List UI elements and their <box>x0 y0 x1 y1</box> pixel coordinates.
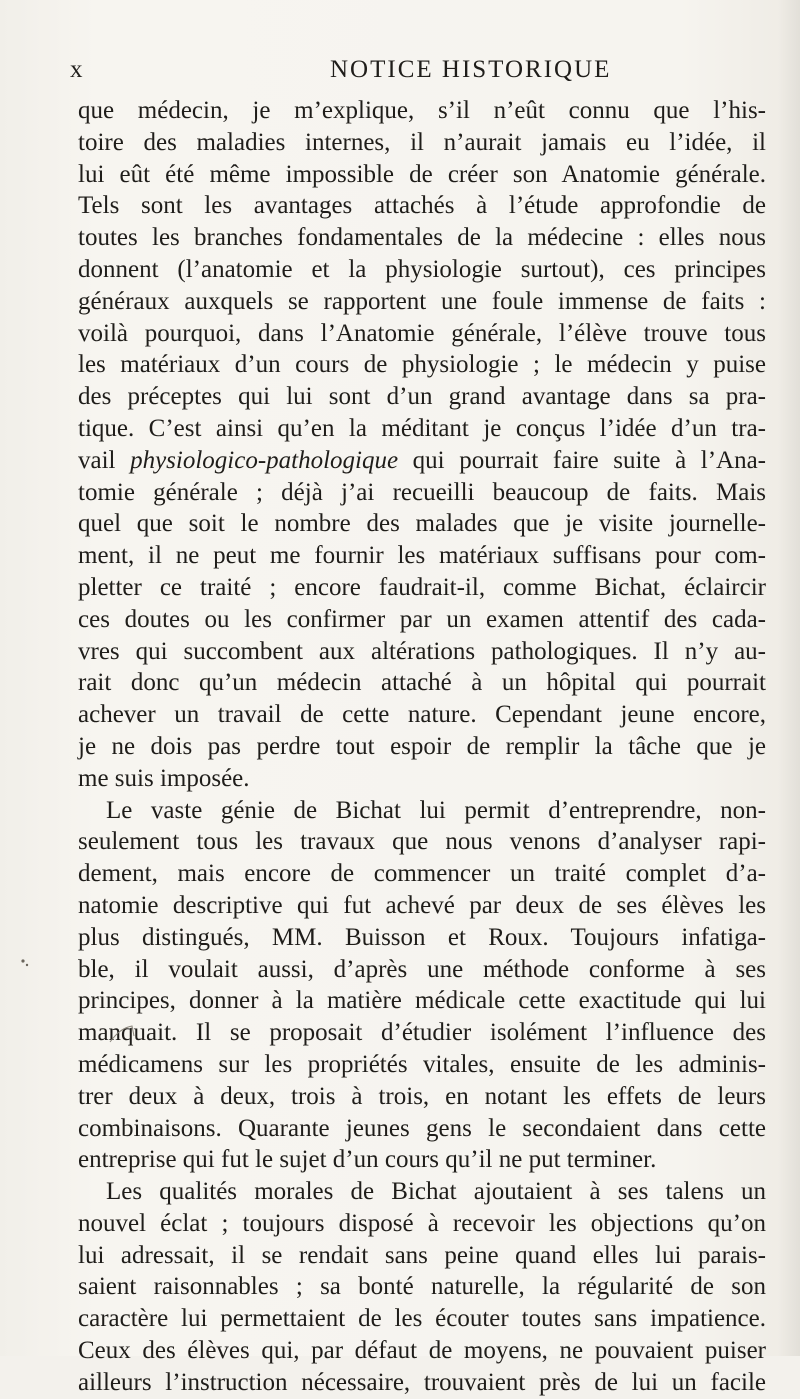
pencil-mark <box>108 1024 138 1044</box>
text-line: lui adressait, il se rendait sans peine quand elles lui parais- <box>78 1241 766 1269</box>
text-segment: vail <box>78 446 131 474</box>
text-line: ces doutes ou les confirmer par un examen attentif des cada- <box>78 605 766 633</box>
text-line: saient raisonnables ; sa bonté naturelle, la régularité de son <box>78 1273 766 1301</box>
page-edge-shadow <box>778 0 800 1356</box>
text-line: quel que soit le nombre des malades que je visite journelle- <box>78 510 766 538</box>
text-line: toutes les branches fondamentales de la médecine : elles nous <box>78 224 766 252</box>
text-line: plus distingués, MM. Buisson et Roux. Toujours infatiga- <box>78 923 766 951</box>
text-line: trer deux à deux, trois à trois, en notant les effets de leurs <box>78 1082 766 1110</box>
text-line: tomie générale ; déjà j’ai recueilli beaucoup de faits. Mais <box>78 478 766 506</box>
paragraph-start: Les qualités morales de Bichat ajoutaient à ses talens un <box>106 1178 766 1206</box>
text-line: rait donc qu’un médecin attaché à un hôpital qui pourrait <box>78 669 766 697</box>
paragraph-start: Le vaste génie de Bichat lui permit d’entreprendre, non- <box>106 796 766 824</box>
text-line: donnent (l’anatomie et la physiologie surtout), ces principes <box>78 255 766 283</box>
text-line: combinaisons. Quarante jeunes gens le secondaient dans cette <box>78 1114 766 1142</box>
text-line: lui eût été même impossible de créer son Anatomie générale. <box>78 160 766 188</box>
text-line: des préceptes qui lui sont d’un grand avantage dans sa pra- <box>78 383 766 411</box>
text-line: ment, il ne peut me fournir les matériaux suffisans pour com- <box>78 542 766 570</box>
text-line: entreprise qui fut le sujet d’un cours qu’il ne put terminer. <box>78 1146 657 1174</box>
text-line: nouvel éclat ; toujours disposé à recevoir les objections qu’on <box>78 1209 766 1237</box>
text-line: natomie descriptive qui fut achevé par deux de ses élèves les <box>78 891 766 919</box>
italic-term: physiologico-pathologique <box>130 446 399 474</box>
text-segment: qui pourrait faire suite à l’Ana- <box>398 446 766 474</box>
text-line-with-italic <box>78 445 766 477</box>
text-line: achever un travail de cette nature. Cependant jeune encore, <box>78 701 766 729</box>
page-number: x <box>70 56 84 83</box>
text-line: me suis imposée. <box>78 764 250 792</box>
text-line: caractère lui permettaient de les écouter toutes sans impatience. <box>78 1305 766 1333</box>
text-line: seulement tous les travaux que nous venons d’analyser rapi- <box>78 828 766 856</box>
body-text <box>78 95 766 1399</box>
text-line: je ne dois pas perdre tout espoir de remplir la tâche que je <box>78 732 766 760</box>
text-line: voilà pourquoi, dans l’Anatomie générale, l’élève trouve tous <box>78 319 766 347</box>
margin-specks <box>18 956 32 970</box>
text-line: manquait. Il se proposait d’étudier isolément l’influence des <box>78 1019 766 1047</box>
text-line: Tels sont les avantages attachés à l’étude approfondie de <box>78 192 766 220</box>
text-line: dement, mais encore de commencer un traité complet d’a- <box>78 860 766 888</box>
text-line: Ceux des élèves qui, par défaut de moyens, ne pouvaient puiser <box>78 1337 766 1365</box>
text-line: que médecin, je m’explique, s’il n’eût connu que l’his- <box>78 97 766 124</box>
text-line: principes, donner à la matière médicale cette exactitude qui lui <box>78 987 766 1015</box>
text-line: ble, il voulait aussi, d’après une méthode conforme à ses <box>78 955 766 983</box>
text-line: médicamens sur les propriétés vitales, ensuite de les adminis- <box>78 1050 766 1078</box>
page-header <box>70 56 730 90</box>
text-line: pletter ce traité ; encore faudrait-il, comme Bichat, éclaircir <box>78 573 766 601</box>
text-line: généraux auxquels se rapportent une foule immense de faits : <box>78 287 766 315</box>
text-line: toire des maladies internes, il n’aurait jamais eu l’idée, il <box>78 128 766 156</box>
text-line: vres qui succombent aux altérations pathologiques. Il n’y au- <box>78 637 766 665</box>
text-line: tique. C’est ainsi qu’en la méditant je conçus l’idée d’un tra- <box>78 414 766 442</box>
running-title: NOTICE HISTORIQUE <box>330 56 612 83</box>
text-line: ailleurs l’instruction nécessaire, trouvaient près de lui un facile <box>78 1368 766 1396</box>
text-line: les matériaux d’un cours de physiologie ; le médecin y puise <box>78 351 766 379</box>
